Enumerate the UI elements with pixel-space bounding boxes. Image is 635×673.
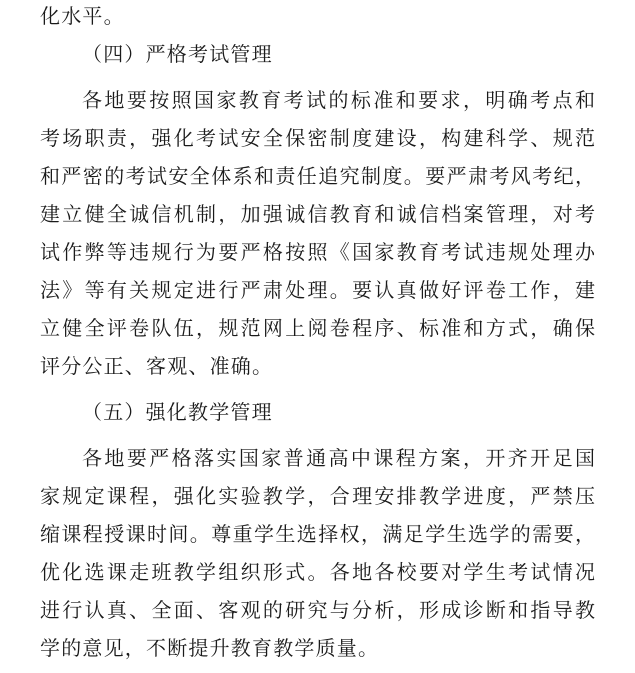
section-heading-4: （四）严格考试管理 (82, 42, 273, 66)
paragraph-line: 各地要按照国家教育考试的标准和要求，明确考点和 (82, 88, 595, 112)
paragraph-line: 考场职责，强化考试安全保密制度建设，构建科学、规范 (40, 126, 595, 150)
paragraph-line: 评分公正、客观、准确。 (40, 354, 274, 378)
paragraph-line: 立健全评卷队伍，规范网上阅卷程序、标准和方式，确保 (40, 316, 595, 340)
paragraph-line: 优化选课走班教学组织形式。各地各校要对学生考试情况 (40, 560, 595, 584)
paragraph-line: 缩课程授课时间。尊重学生选择权，满足学生选学的需要， (40, 522, 595, 546)
paragraph-line: 建立健全诚信机制，加强诚信教育和诚信档案管理，对考 (40, 202, 595, 226)
paragraph-line: 家规定课程，强化实验教学，合理安排教学进度，严禁压 (40, 484, 595, 508)
section-heading-5: （五）强化教学管理 (82, 400, 273, 424)
paragraph-line: 各地要严格落实国家普通高中课程方案，开齐开足国 (82, 446, 595, 470)
paragraph-line: 法》等有关规定进行严肃处理。要认真做好评卷工作，建 (40, 278, 595, 302)
paragraph-tail: 化水平。 (40, 4, 125, 28)
paragraph-line: 试作弊等违规行为要严格按照《国家教育考试违规处理办 (40, 240, 595, 264)
paragraph-line: 进行认真、全面、客观的研究与分析，形成诊断和指导教 (40, 598, 595, 622)
paragraph-line: 学的意见，不断提升教育教学质量。 (40, 636, 380, 660)
paragraph-line: 和严密的考试安全体系和责任追究制度。要严肃考风考纪， (40, 164, 595, 188)
